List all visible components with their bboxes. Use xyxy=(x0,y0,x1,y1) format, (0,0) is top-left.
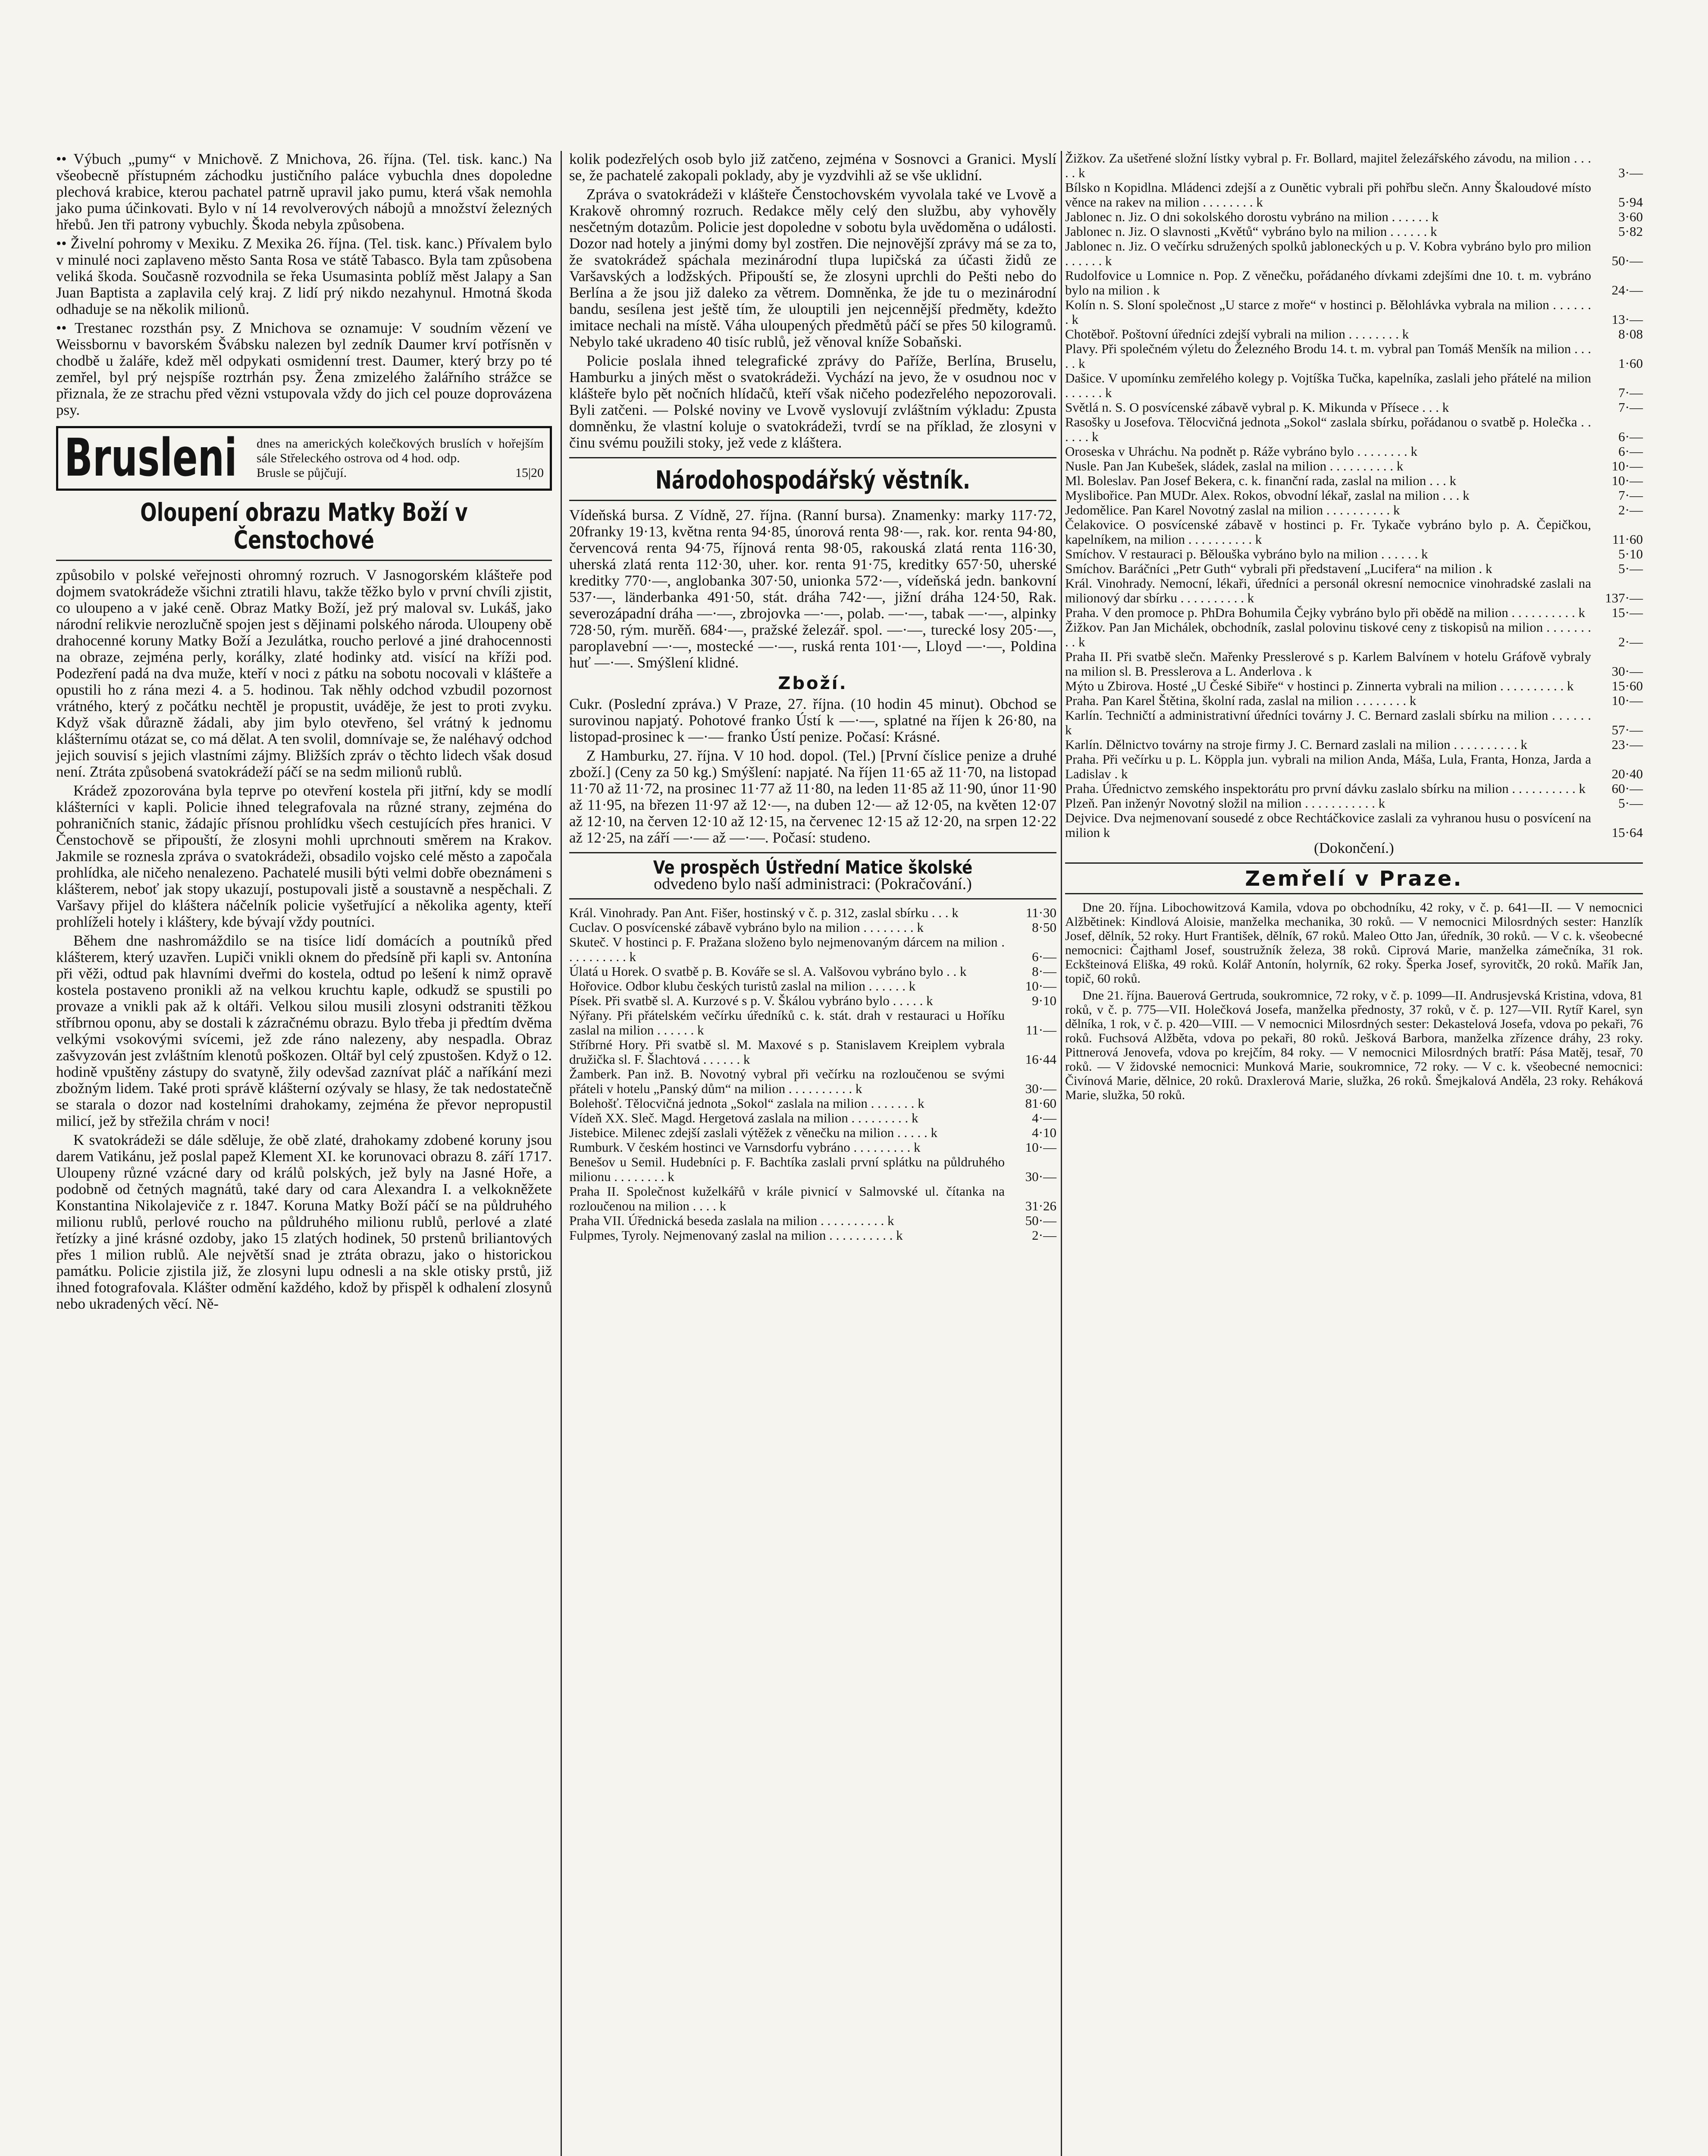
donation-text: Myslibořice. Pan MUDr. Alex. Rokos, obvodní lékař, zaslal na milion . . . k xyxy=(1065,488,1470,503)
donation-text: Rumburk. V českém hostinci ve Varnsdorfu vybráno . . . . . . . . . k xyxy=(569,1140,921,1155)
donation-text: Žižkov. Za ušetřené složní lístky vybral p. Fr. Bollard, majitel železářského závodu, na milion . . . . . k xyxy=(1065,150,1591,180)
donation-entry xyxy=(569,1228,1056,1243)
donation-entry xyxy=(1065,693,1643,708)
deaths-day-1: Dne 20. října. Libochowitzová Kamila, vdova po obchodníku, 42 roky, v č. p. 641—II. — V nemocnici Alžbětinek: Kindlová Aloisie, manželka mechanika, 30 roků. — V nemocnici Milosrdných sester: Hanzlík Josef, dělník, 52 roky. Hurt František, dělník, 67 roků. Maleo Otto Jan, úředník, 30 roků. — V c. k. všeobecné nemocnici: Čajthaml Josef, soustružník železa, 38 roků. Ciprová Marie, manželka zámečníka, 31 rok. Eckšteinová Eliška, 49 roků. Kolář Antonín, holyrník, 62 roky. Šperka Josef, syrovitčk, 20 roků. Mařík Jan, topič, 60 roků. xyxy=(1065,900,1643,986)
divider xyxy=(569,898,1056,899)
donation-entry xyxy=(1065,517,1643,547)
donation-entry xyxy=(1065,151,1643,180)
donation-text: Písek. Při svatbě sl. A. Kurzové s p. V. Škálou vybráno bylo . . . . . k xyxy=(569,993,933,1008)
donation-text: Plavy. Při společném výletu do Železného Brodu 14. t. m. vybral pan Tomáš Menšík na milion . . . . . k xyxy=(1065,341,1591,371)
donation-entry xyxy=(1065,224,1643,239)
skating-advertisement xyxy=(56,426,552,491)
donation-amount: 1·60 xyxy=(1618,356,1643,371)
donation-amount: 10·— xyxy=(1611,693,1643,708)
donation-text: Vídeň XX. Sleč. Magd. Hergetová zaslala na milion . . . . . . . . . k xyxy=(569,1110,918,1125)
donation-entry xyxy=(1065,415,1643,444)
donation-amount: 4·— xyxy=(1032,1110,1056,1125)
donation-entry xyxy=(1065,737,1643,752)
donation-text: Rudolfovice u Lomnice n. Pop. Z věnečku, pořádaného dívkami zdejšími dne 10. t. m. vybráno bylo na milion . k xyxy=(1065,268,1591,298)
donation-text: Smíchov. V restauraci p. Bělouška vybráno bylo na milion . . . . . . k xyxy=(1065,546,1428,561)
donation-amount: 11·60 xyxy=(1612,532,1643,547)
donation-entry xyxy=(569,1008,1056,1037)
donation-entry xyxy=(1065,811,1643,840)
donation-entry xyxy=(1065,503,1643,517)
hamburg-report: Z Hamburku, 27. října. V 10 hod. dopol. (Tel.) [První číslice penize a druhé zboží.] (Ceny za 50 kg.) Smýšlení: napjaté. Na říjen 11·65 až 11·70, na listopad 11·70 až 11·72, na prosinec 11·77 až 11·80, na leden 11·85 až 11·90, únor 11·90 až 11·95, na březen 11·97 až 12·—, na duben 12·— až 12·05, na květen 12·07 až 12·10, na červen 12·10 až 12·15, na červenec 12·15 až 12·20, na srpen 12·22 až 12·25, na září —·— až —·—. Počasí: studeno. xyxy=(569,747,1056,846)
donation-amount: 9·10 xyxy=(1032,993,1056,1008)
donation-text: Smíchov. Baráčníci „Petr Guth“ vybrali při představení „Lucifera“ na milion . k xyxy=(1065,561,1492,576)
column-rule xyxy=(561,151,562,2156)
donation-entry xyxy=(569,1184,1056,1213)
donation-entry xyxy=(1065,781,1643,796)
fund-subheading: odvedeno bylo naší administraci: (Pokračování.) xyxy=(654,875,972,893)
donation-text: Jablonec n. Jiz. O slavnosti „Květů“ vybráno bylo na milion . . . . . . k xyxy=(1065,224,1437,239)
donation-text: Hořovice. Odbor klubu českých turistů zaslal na milion . . . . . . k xyxy=(569,978,916,993)
donation-amount: 137·— xyxy=(1605,590,1643,605)
donation-entry xyxy=(569,935,1056,964)
deaths-day-2: Dne 21. října. Bauerová Gertruda, soukromnice, 72 roky, v č. p. 1099—II. Andrusjevská Kristina, vdova, 81 roků, v č. p. 775—VII. Holečková Josefa, manželka přednosty, 37 roků, v č. p. 127—VII. Rytíř Karel, syn dělníka, 1 rok, v č. p. 420—VIII. — V nemocnici Milosrdných sester: Dekastelová Josefa, vdova po pekaři, 76 roků. Fuchsová Alžběta, vdova po pekaři, 80 roků. Ješková Barbora, manželka zřízence dráhy, 23 roky. Pittnerová Jenovefa, vdova po krejčím, 84 roky. — V nemocnici Milosrdných bratří: Pása Matěj, tesař, 70 roků. — V židovské nemocnici: Munková Marie, soukromnice, 72 roky. — V c. k. všeobecné nemocnici: Čivínová Marie, dělnice, 20 roků. Draxlerová Marie, služka, 26 roků. Šmejkalová Anděla, 23 roky. Reháková Marie, služka, 50 roků. xyxy=(1065,988,1643,1102)
donation-amount: 57·— xyxy=(1611,722,1643,737)
donation-amount: 10·— xyxy=(1611,458,1643,473)
donation-text: Praha. Úřednictvo zemského inspektorátu pro první dávku zaslalo sbírku na milion . . . . . . . . . . k xyxy=(1065,781,1586,796)
ad-footer-right: 15|20 xyxy=(515,466,544,480)
article-mexico-floods: •• Živelní pohromy v Mexiku. Z Mexika 26. října. (Tel. tisk. kanc.) Přívalem bylo v minulé noci zaplaveno město Santa Rosa ve státě Tabasco. Byla tam způsobena veliká škoda. Současně rozvodnila se řeka Usumasinta poblíž měst Jalapy a San Juan Baptista a zaplavila celý kraj. Z lidí prý nikdo nezahynul. Hmotná škoda odhaduje se na několik milionů. xyxy=(56,235,552,317)
donation-amount: 6·— xyxy=(1618,429,1643,444)
article-continued-p2: Zpráva o svatokrádeži v klášteře Čenstochovském vyvolala také ve Lvově a Krakově ohromný rozruch. Redakce měly celý den službu, aby vyhověly nesčetným dotazům. Policie jest dopoledne v sobotu byla uvědoměna o události. Dozor nad hotely a jinými domy byl zostřen. Die nejnovější zprávy má se za to, že svatokrádež spáchala mezinárodní tlupa lupičská za účasti židů ze Varšavských a lodžských. Připouští se, že zlosyni uprchli do Pešti nebo do Berlína a že jsou již daleko za větrem. Domněnka, že jde tu o mezinárodní bandu, sesílena jest ještě tím, že ulouptili jen nejcennější předměty, kdežto imitace nechali na místě. Váha uloupených předmětů páčí se přes 50 kilogramů. Nebylo také ukradeno 40 tisíc rublů, jež věnoval kníže Sobaňski. xyxy=(569,186,1056,350)
divider xyxy=(569,500,1056,501)
donation-amount: 4·10 xyxy=(1032,1125,1056,1140)
donation-entry xyxy=(569,993,1056,1008)
donation-text: Skuteč. V hostinci p. F. Pražana složeno bylo nejmenovaným dárcem na milion . . . . . . . . . . k xyxy=(569,934,1005,964)
donation-text: Nusle. Pan Jan Kubešek, sládek, zaslal na milion . . . . . . . . . . k xyxy=(1065,458,1404,473)
donation-entry xyxy=(569,979,1056,993)
vienna-bourse-report: Vídeňská bursa. Z Vídně, 27. října. (Ranní bursa). Znamenky: marky 117·72, 20franky 19·13, května renta 94·85, únorová renta 98·—, rak. kor. renta 94·80, červencová renta 94·75, říjnová renta 98·05, rakouská zlatá renta 116·30, uherská zlatá renta 112·30, uher. kor. renta 91·75, kreditky 657·50, uherské kreditky 770·—, anglobanka 307·50, unionka 572·—, vídeňská jedn. bankovní 537·—, länderbanka 491·50, stát. dráha 742·—, jižní dráha 124·50, Rak. severozápadní dráha —·—, zbrojovka —·—, polab. —·—, tabak —·—, alpinky 728·50, rým. murěň. 684·—, pražské železář. spol. —·—, turecké losy 205·—, paroplavební —·—, mostecké —·—, ruská renta 101·—, Lloyd —·—, Poldina huť —·—. Smýšlení klidné. xyxy=(569,507,1056,671)
donation-text: Žižkov. Pan Jan Michálek, obchodník, zaslal polovinu tiskové ceny z tiskopisů na milion . . . . . . . . . k xyxy=(1065,620,1591,649)
donation-entry xyxy=(1065,400,1643,415)
donation-text: Jablonec n. Jiz. O večírku sdružených spolků jabloneckých u p. V. Kobra vybráno bylo pro milion . . . . . . k xyxy=(1065,238,1591,268)
divider xyxy=(56,560,552,561)
donation-text: Jedomělice. Pan Karel Novotný zaslal na milion . . . . . . . . . . k xyxy=(1065,502,1400,517)
donation-amount: 5·94 xyxy=(1618,194,1643,210)
donation-entry xyxy=(1065,298,1643,327)
ad-body xyxy=(257,436,544,480)
donation-text: Cuclav. O posvícenské zábavě vybráno bylo na milion . . . . . . . . k xyxy=(569,920,924,935)
article-czestochowa-p2: Krádež zpozorována byla teprve po otevření kostela při jitřní, kdy se modlí klášterníci v kapli. Policie ihned telegrafovala na různé strany, zejména do pohraničních stanic, žádajíc přísnou prohlídku všech cestujících přes hranici. V Čenstochově se připouští, že zlosyni mohli uprchnouti směrem na Krakov. Jakmile se roznesla zpráva o svatokrádeži, obsadilo vojsko celé město a započala prohlídka, ale ničeho nenalezeno. Pachatelé musili býti velmi dobře obeznámeni s klášterem, neboť jak stopy ukazují, postupovali jistě a soustavně a nespěchali. Z Varšavy přijel do kláštera náčelník policie vyšetřující a několika agenty, kteří prohlíželi hotely i kláštery, kde bývají vždy poutníci. xyxy=(56,782,552,930)
column-3 xyxy=(1065,151,1643,1105)
donation-text: Plzeň. Pan inženýr Novotný složil na milion . . . . . . . . . . . k xyxy=(1065,796,1385,811)
donation-list xyxy=(1065,151,1643,840)
donation-amount: 11·— xyxy=(1025,1022,1056,1037)
donation-text: Stříbrné Hory. Při svatbě sl. M. Maxové s p. Stanislavem Kreiplem vybrala družička sl. F. Šlachtová . . . . . . k xyxy=(569,1037,1005,1067)
article-prisoner-dogs: •• Trestanec rozsthán psy. Z Mnichova se oznamuje: V soudním vězení ve Weissbornu v bavorském Švábsku nalezen byl zedník Daumer krví potřísněn v chodbě u žaláře, kdež měl odpykati osmidenní trest. Daumer, který brzy po té zemřel, byl prý nejspíše roztrhán psy. Žena zmizelého žalářního strážce se přiznala, že ze strachu před vězni vstupovala vždy do jich cel pouze doprovázena psy. xyxy=(56,320,552,418)
donation-text: Mýto u Zbirova. Hosté „U České Sibiře“ v hostinci p. Zinnerta vybrali na milion . . . . . . . . . . k xyxy=(1065,678,1574,693)
article-czestochowa-p4: K svatokrádeži se dále sděluje, že obě zlaté, drahokamy zdobené koruny jsou darem Vatikánu, jež poslal papež Klement XI. ke korunovaci obrazu 8. září 1717. Uloupeny různé vzácné dary od králů polských, jež byly na Jasné Hoře, a podobně od četných magnátů, také dary od cara Alexandra I. a velkokněžete Konstantina Nikolajeviče z r. 1847. Koruna Matky Boží páčí se na půldruhého milionu rublů, perlové roucho na půldruhého milionu rublů, perlové a zlaté řetízky a jiné krásné ozdoby, jako 15 zlatých hodinek, 50 prstenů briliantových přes 1 milion rublů. Ale největší snad je ztráta obrazu, jako o historickou památku. Policie zjistila již, že zlosyni lupu odnesli a na skle otisky prstů, již ihned fotografovala. Klášter odmění každého, kdož by přispěl k odhalení zlosynů nebo ukradených věcí. Ně- xyxy=(56,1131,552,1312)
donation-amount: 24·— xyxy=(1611,282,1643,298)
donation-amount: 15·64 xyxy=(1611,825,1643,840)
donation-entry xyxy=(569,1096,1056,1111)
article-czestochowa-p1: způsobilo v polské veřejnosti ohromný rozruch. V Jasnogorském klášteře pod dojmem svatokrádeže všichni ztratili hlavu, takže těžko bylo v první chvíli zjistit, co uloupeno a v jaké ceně. Obraz Matky Boží, jež prý maloval sv. Lukáš, jako národní relikvie nerozlučně spojen jest s dějinami polského národa. Uloupeny obě drahocenné koruny Matky Boží a Jezulátka, roucho perlové a jiné drahocennosti na obraze, zejména perly, korálky, zlaté hodinky atd. visící na kříži pod. Podezření padá na dva muže, kteří v noci z pátku na sobotu nocovali v klášteře a opustili ho z rána mezi 4. a 5. hodinou. Tak něhly odchod vzbudil pozornost vrátného, který z počátku nechtěl je propustit, uváděje, že jest to proti zvyku. Když však důrazně žádali, aby jim bylo otevřeno, šel vrátný k jednomu klášternímu otázat se, co má dělat. A ten svolil, domnívaje se, že naléhavý odchod jejich souvisí s jejich vlastními zájmy. Bližších zpráv o těchto lidech však dosud není. Ztráta způsobená svatokrádeží páčí se na sedm milionů rublů. xyxy=(56,567,552,780)
donation-amount: 7·— xyxy=(1618,385,1643,400)
donation-amount: 11·30 xyxy=(1025,905,1056,920)
donation-entry xyxy=(569,1111,1056,1125)
donation-text: Ml. Boleslav. Pan Josef Bekera, c. k. finanční rada, zaslal na milion . . . k xyxy=(1065,473,1457,488)
divider xyxy=(1065,893,1643,894)
donation-entry xyxy=(569,1213,1056,1228)
divider xyxy=(569,852,1056,853)
donation-amount: 50·— xyxy=(1611,253,1643,268)
donation-amount: 7·— xyxy=(1618,488,1643,503)
ad-headline: Brusleni xyxy=(64,428,237,488)
donation-amount: 5·82 xyxy=(1618,224,1643,239)
donation-entry xyxy=(1065,210,1643,224)
donation-entry xyxy=(569,1037,1056,1067)
headline-economy: Národohospodářský věstník. xyxy=(655,465,971,495)
article-continued-p1: kolik podezřelých osob bylo již zatčeno, zejména v Sosnovci a Granici. Myslí se, že pachatelé zakopali poklady, aby je vyzdvihli až se vše uklidní. xyxy=(569,150,1056,184)
donation-text: Král. Vinohrady. Nemocní, lékaři, úředníci a personál okresní nemocnice vinohradské zaslali na milionový dar sbírku . . . . . . . . . . k xyxy=(1065,576,1591,605)
donation-entry xyxy=(1065,576,1643,605)
donation-entry xyxy=(1065,605,1643,620)
donation-amount: 2·— xyxy=(1618,634,1643,649)
donation-text: Praha VII. Úřednická beseda zaslala na milion . . . . . . . . . . k xyxy=(569,1213,894,1228)
donation-amount: 60·— xyxy=(1611,781,1643,796)
donation-amount: 15·— xyxy=(1611,605,1643,620)
donation-text: Úlatá u Horek. O svatbě p. B. Kováře se sl. A. Valšovou vybráno bylo . . k xyxy=(569,964,967,979)
sugar-report: Cukr. (Poslední zpráva.) V Praze, 27. října. (10 hodin 45 minut). Obchod se surovinou napjatý. Pohotové franko Ústí k —·—, splatné na říjen k 26·80, na listopad-prosinec k —·— franko Ústí penize. Počasí: Krásné. xyxy=(569,696,1056,745)
divider xyxy=(569,457,1056,458)
donation-amount: 10·— xyxy=(1611,473,1643,488)
donation-entry xyxy=(1065,708,1643,737)
donation-text: Fulpmes, Tyroly. Nejmenovaný zaslal na milion . . . . . . . . . . k xyxy=(569,1228,903,1243)
donation-amount: 30·— xyxy=(1025,1169,1056,1184)
donation-amount: 15·60 xyxy=(1611,678,1643,693)
donation-entry xyxy=(1065,561,1643,576)
deaths-heading: Zemřelí v Praze. xyxy=(1245,867,1463,891)
ad-footer xyxy=(257,466,544,480)
continuation-note: (Dokončení.) xyxy=(1314,840,1394,856)
donation-text: Praha II. Společnost kuželkářů v krále pivnicí v Salmovské ul. čítanka na rozloučenou na milion . . . . k xyxy=(569,1184,1005,1213)
donation-text: Bolehošť. Tělocvičná jednota „Sokol“ zaslala na milion . . . . . . . k xyxy=(569,1096,925,1111)
donation-entry xyxy=(1065,459,1643,473)
donation-amount: 5·— xyxy=(1618,796,1643,811)
donation-text: Žamberk. Pan inž. B. Novotný vybral při večírku na rozloučenou se svými přáteli v hotelu „Panský dům“ na milion . . . . . . . . . . k xyxy=(569,1066,1005,1096)
donation-entry xyxy=(1065,327,1643,342)
donation-entry xyxy=(1065,342,1643,371)
donation-text: Karlín. Dělnictvo továrny na stroje firmy J. C. Bernard zaslali na milion . . . . . . . . . . k xyxy=(1065,737,1527,752)
donation-entry xyxy=(1065,752,1643,781)
donation-entry xyxy=(569,1067,1056,1096)
fund-heading: Ve prospěch Ústřední Matice školské xyxy=(653,857,973,878)
donation-text: Jistebice. Milenec zdejší zaslali výtěžek z věnečku na milion . . . . . k xyxy=(569,1125,937,1140)
donation-amount: 13·— xyxy=(1611,312,1643,327)
goods-heading: Zboží. xyxy=(778,674,848,693)
donation-text: Praha. V den promoce p. PhDra Bohumila Čejky vybráno bylo při obědě na milion . . . . . . . . . . k xyxy=(1065,605,1585,620)
donation-amount: 3·— xyxy=(1618,165,1643,180)
donation-amount: 10·— xyxy=(1025,1140,1056,1155)
donation-amount: 81·60 xyxy=(1025,1096,1056,1111)
donation-text: Karlín. Techničtí a administrativní úředníci továrny J. C. Bernard zaslali sbírku na milion . . . . . . k xyxy=(1065,708,1591,737)
donation-entry xyxy=(569,964,1056,979)
donation-amount: 30·— xyxy=(1611,664,1643,679)
donation-entry xyxy=(1065,180,1643,210)
donation-amount: 5·— xyxy=(1618,561,1643,576)
donation-entry xyxy=(1065,239,1643,268)
donation-amount: 30·— xyxy=(1025,1081,1056,1096)
donation-text: Čelakovice. O posvícenské zábavě v hostinci p. Fr. Tykače vybráno bylo p. A. Čepičkou, kapelníkem, na milion . . . . . . . . . . k xyxy=(1065,517,1591,547)
donation-text: Rasošky u Josefova. Tělocvičná jednota „Sokol“ zaslala sbírku, pořádanou o svatbě p. Holečka . . . . . . k xyxy=(1065,414,1591,444)
article-bomb-munich: •• Výbuch „pumy“ v Mnichově. Z Mnichova, 26. října. (Tel. tisk. kanc.) Na všeobecně přístupném záchodku justičního paláce vybuchla dnes dopoledne plechová krabice, kterou pachatel patrně upravil jako pumu, která však nemohla jako puma účinkovati. Bylo v ní 14 revolverových nábojů a množství železných hřebů. Jen tři patrony vybuchly. Škoda nebyla způsobena. xyxy=(56,150,552,233)
donation-text: Jablonec n. Jiz. O dni sokolského dorostu vybráno na milion . . . . . . k xyxy=(1065,209,1439,224)
donation-amount: 7·— xyxy=(1618,400,1643,415)
donation-text: Nýřany. Při přátelském večírku úředníků c. k. stát. drah v restauraci u Hoříku zaslal na milion . . . . . . k xyxy=(569,1008,1005,1037)
donation-amount: 8·— xyxy=(1032,964,1056,979)
donation-entry xyxy=(569,920,1056,935)
donation-text: Benešov u Semil. Hudebníci p. F. Bachtíka zaslali první splátku na půldruhého milionu . . . . . . . . k xyxy=(569,1154,1005,1184)
donation-text: Světlá n. S. O posvícenské zábavě vybral p. K. Mikunda v Přísece . . . k xyxy=(1065,400,1449,415)
donation-entry xyxy=(1065,796,1643,811)
donation-text: Praha II. Při svatbě slečn. Mařenky Presslerové s p. Karlem Balvínem v hotelu Gráfově vybraly na milion sl. B. Presslerova a L. Anderlova . k xyxy=(1065,649,1591,679)
donation-entry xyxy=(1065,371,1643,400)
donation-amount: 8·08 xyxy=(1618,326,1643,342)
divider xyxy=(1065,862,1643,864)
donation-amount: 5·10 xyxy=(1618,546,1643,561)
donation-text: Dejvice. Dva nejmenovaní sousedé z obce Rechtáčkovice zaslali za vyhranou husu o posvícení na milion k xyxy=(1065,810,1591,840)
donation-amount: 16·44 xyxy=(1025,1052,1056,1067)
donation-entry xyxy=(569,906,1056,920)
article-czestochowa-p3: Během dne nashromáždilo se na tisíce lidí domácích a poutníků před klášterem, který uzavřen. Lupiči vnikli oknem do předsíně při kapli sv. Antonína při věži, odtud pak hlavními dveřmi do kostela, odtud po lešení k nimž opravě kostela postaveno pronikli až na velkou kruchtu kaple, odkudž se spustili po provaze a vnikli pak až k oltáři. Velkou silou musili zlosyni odstraniti těžkou stříbrnou oponu, aby se dostali k zázračnému obrazu. Bylo třeba ji předtím dvěma velkými vsokovými svícemi, jež zde ráno nalezeny, aby nespadla. Obraz zašvyzován jest zvláštním klenotů poškozen. Oltář byl celý zpustošen. Když o 12. hodině vpuštěny zástupy do svatyně, žily odevšad zaznívat pláč a naříkání mezi zbožným lidem. Také proti správě klášterní ozývaly se hlasy, že tak nedostatečně se starala o dozor nad kostelními drahokamy, zejména že převor nepropustil milicí, jež by střežila chrám v noci! xyxy=(56,932,552,1129)
ad-text: dnes na amerických kolečkových bruslích v hořejším sále Střeleckého ostrova od 4 hod. odp. xyxy=(257,436,544,465)
donation-amount: 20·40 xyxy=(1611,766,1643,781)
headline-czestochowa: Oloupení obrazu Matky Boží v Čenstochové xyxy=(140,498,468,555)
donation-text: Praha. Při večírku u p. L. Köppla jun. vybrali na milion Anda, Máša, Lula, Franta, Honza, Jarda a Ladislav . k xyxy=(1065,752,1591,781)
article-continued-p3: Policie poslala ihned telegrafické zprávy do Paříže, Berlína, Bruselu, Hamburku a jiných měst o svatokrádeži. Vychází na jevo, že v osudnou noc v klášteře bylo pět nočních hlídačů, kteří však ničeho podezřelého nepozorovali. Byli zatčeni. — Polské noviny ve Lvově vyslovují zvláštním výkladu: Zpusta domněnku, že vlastní koluje o svatokrádeži, tvrdí se na příklad, že zlosyni v činu svému použili stoky, jež vede z kláštera. xyxy=(569,352,1056,451)
donation-text: Chotěboř. Poštovní úředníci zdejší vybrali na milion . . . . . . . . k xyxy=(1065,326,1409,342)
donation-entry xyxy=(1065,547,1643,561)
donation-amount: 3·60 xyxy=(1618,209,1643,224)
donation-amount: 6·— xyxy=(1618,444,1643,459)
donation-amount: 8·50 xyxy=(1032,920,1056,935)
column-rule xyxy=(1061,151,1062,2156)
column-2 xyxy=(569,151,1056,1243)
donation-entry xyxy=(1065,473,1643,488)
ad-footer-left: Brusle se půjčují. xyxy=(257,466,347,480)
donation-text: Král. Vinohrady. Pan Ant. Fišer, hostinský v č. p. 312, zaslal sbírku . . . k xyxy=(569,905,959,920)
donation-entry xyxy=(1065,444,1643,459)
donation-entry xyxy=(1065,649,1643,679)
donation-amount: 10·— xyxy=(1025,978,1056,993)
donation-list xyxy=(569,906,1056,1243)
donation-entry xyxy=(569,1155,1056,1184)
donation-amount: 23·— xyxy=(1611,737,1643,752)
donation-entry xyxy=(1065,620,1643,649)
donation-text: Bílsko n Kopidlna. Mládenci zdejší a z Ounětic vybrali při pohřbu slečn. Anny Škaloudové místo věnce na rakev na milion . . . . . . . . k xyxy=(1065,180,1591,210)
donation-amount: 31·26 xyxy=(1025,1198,1056,1213)
donation-amount: 2·— xyxy=(1032,1228,1056,1243)
donation-text: Oroseska v Uhráchu. Na podnět p. Ráže vybráno bylo . . . . . . . . k xyxy=(1065,444,1418,459)
donation-entry xyxy=(569,1125,1056,1140)
donation-amount: 50·— xyxy=(1025,1213,1056,1228)
donation-amount: 6·— xyxy=(1032,949,1056,964)
donation-entry xyxy=(1065,679,1643,693)
donation-entry xyxy=(1065,268,1643,298)
donation-entry xyxy=(1065,488,1643,503)
donation-text: Kolín n. S. Sloní společnost „U starce z moře“ v hostinci p. Bělohlávka vybrala na milion . . . . . . . k xyxy=(1065,297,1591,327)
column-1 xyxy=(56,151,552,1315)
donation-text: Dašice. V upomínku zemřelého kolegy p. Vojtíška Tučka, kapelníka, zaslali jeho přátelé na milion . . . . . . k xyxy=(1065,370,1591,400)
donation-entry xyxy=(569,1140,1056,1155)
donation-text: Praha. Pan Karel Štětina, školní rada, zaslal na milion . . . . . . . . k xyxy=(1065,693,1417,708)
donation-amount: 2·— xyxy=(1618,502,1643,517)
